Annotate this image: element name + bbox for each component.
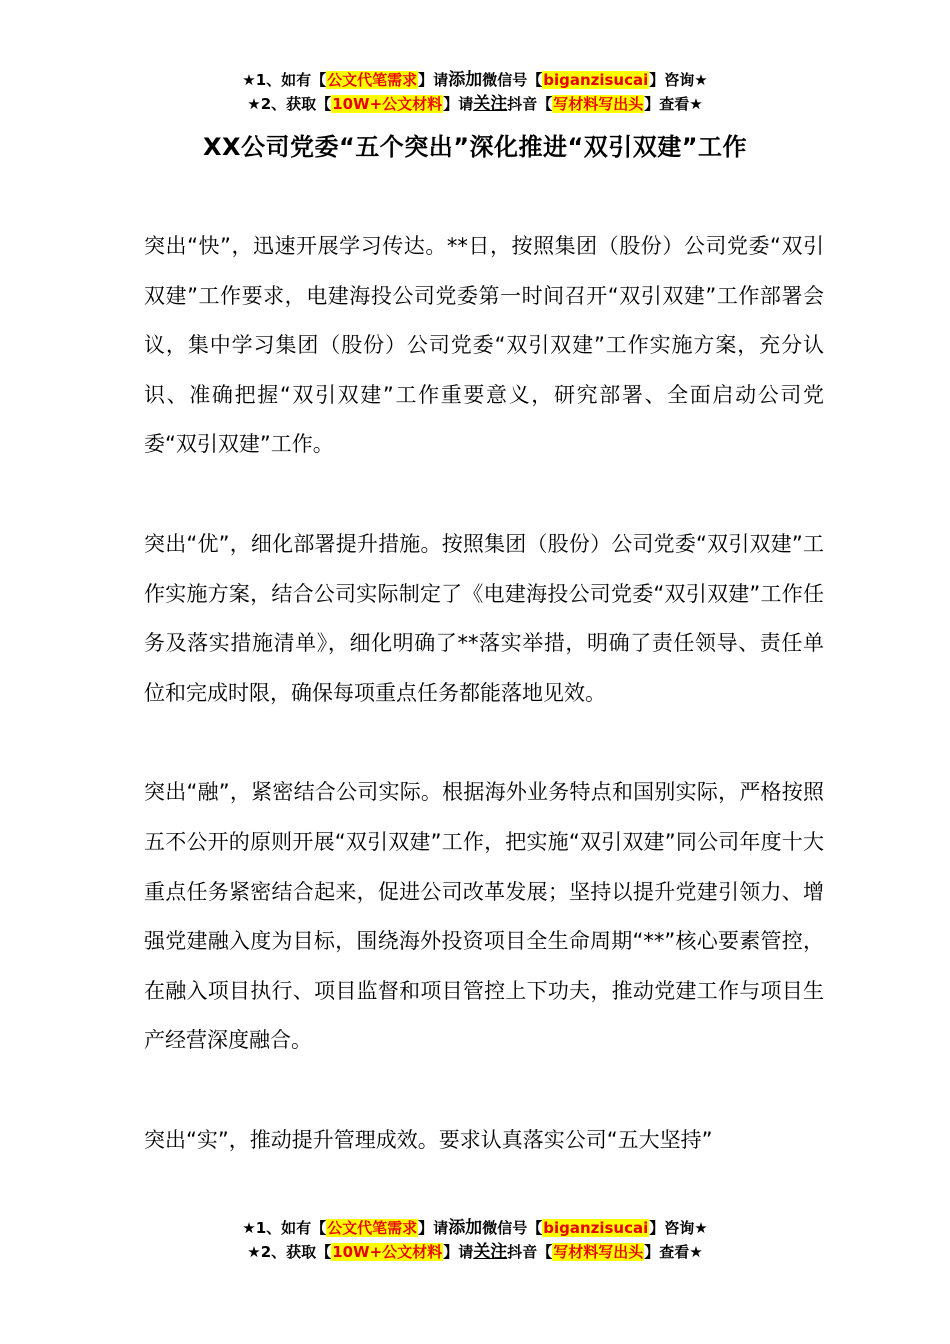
- banner-emphasis: 关注: [473, 1242, 508, 1262]
- document-title: XX公司党委“五个突出”深化推进“双引双建”工作: [202, 133, 748, 161]
- paragraph-rong: 突出“融”，紧密结合公司实际。根据海外业务特点和国别实际，严格按照五不公开的原则开展“双引双建”工作，把实施“双引双建”同公司年度十大重点任务紧密结合起来，促进公司改革发展；坚持以提升党建引领力、增强党建融入度为目标，围绕海外投资项目全生命周期“**”核心要素管控，在融入项目执行、项目监督和项目管控上下功夫，推动党建工作与项目生产经营深度融合。: [144, 780, 824, 1053]
- header-banner: [0, 68, 950, 116]
- paragraph-shi: 突出“实”，推动提升管理成效。要求认真落实公司“五大坚持”: [144, 1127, 713, 1152]
- banner-emphasis: 添加: [448, 1218, 483, 1238]
- banner-highlight: 10W+公文材料: [332, 1243, 443, 1261]
- footer-banner: [0, 1216, 950, 1264]
- banner-highlight: 公文代笔需求: [327, 1219, 418, 1237]
- banner-wechat-id: biganzisucai: [543, 71, 649, 89]
- banner-wechat-id: biganzisucai: [543, 1219, 649, 1237]
- banner-douyin-id: 写材料写出头: [553, 1243, 644, 1261]
- paragraph-you: 突出“优”，细化部署提升措施。按照集团（股份）公司党委“双引双建”工作实施方案，结合公司实际制定了《电建海投公司党委“双引双建”工作任务及落实措施清单》，细化明确了**落实举措，明确了责任领导、责任单位和完成时限，确保每项重点任务都能落地见效。: [144, 531, 824, 705]
- banner-highlight: 公文代笔需求: [327, 71, 418, 89]
- banner-line-1: ★1、如有【公文代笔需求】请添加微信号【biganzisucai】咨询★: [242, 70, 708, 90]
- banner-emphasis: 添加: [448, 70, 483, 90]
- banner-line-2: ★2、获取【10W+公文材料】请关注抖音【写材料写出头】查看★: [247, 94, 703, 114]
- banner-emphasis: 关注: [473, 94, 508, 114]
- banner-highlight: 10W+公文材料: [332, 95, 443, 113]
- banner-douyin-id: 写材料写出头: [553, 95, 644, 113]
- banner-line-1: ★1、如有【公文代笔需求】请添加微信号【biganzisucai】咨询★: [242, 1218, 708, 1238]
- banner-line-2: ★2、获取【10W+公文材料】请关注抖音【写材料写出头】查看★: [247, 1242, 703, 1262]
- document-body: [144, 222, 824, 1216]
- paragraph-kuai: 突出“快”，迅速开展学习传达。**日，按照集团（股份）公司党委“双引双建”工作要求，电建海投公司党委第一时间召开“双引双建”工作部署会议，集中学习集团（股份）公司党委“双引双建”工作实施方案，充分认识、准确把握“双引双建”工作重要意义，研究部署、全面启动公司党委“双引双建”工作。: [144, 234, 824, 457]
